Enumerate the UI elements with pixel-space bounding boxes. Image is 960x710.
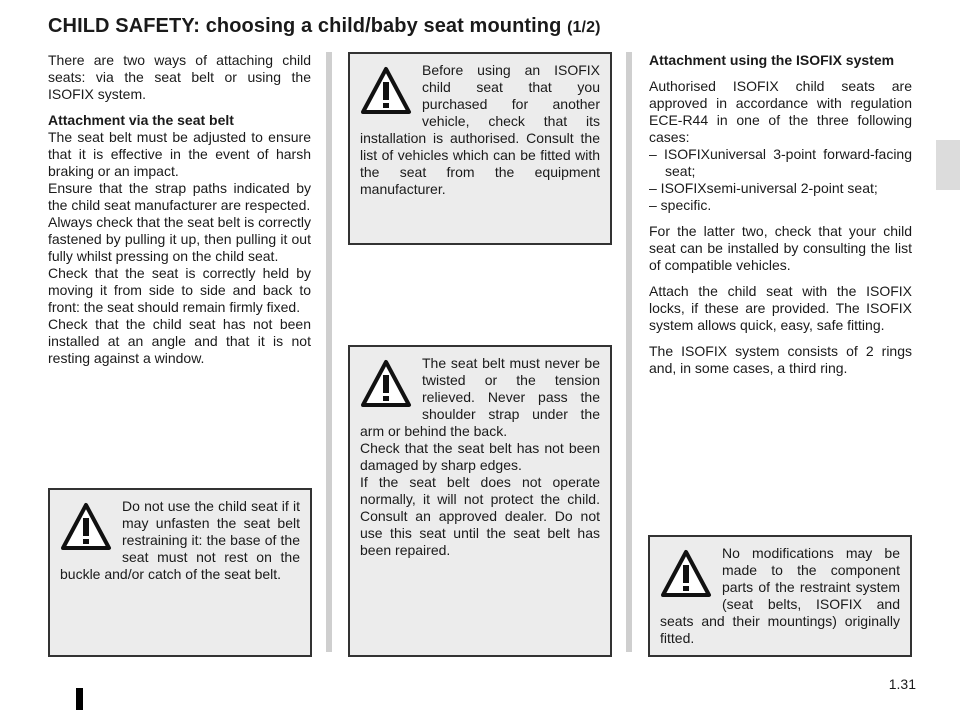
seatbelt-line: Ensure that the strap paths indicated by the child seat manufacturer are respected.	[48, 180, 311, 213]
isofix-rings-paragraph: The ISOFIX system consists of 2 rings and, in some cases, a third ring.	[649, 343, 912, 376]
compatible-vehicles-paragraph: For the latter two, check that your child seat can be installed by consulting the list of compatible vehicles.	[649, 223, 912, 273]
warning-line: Check that the seat belt has not been damaged by sharp edges.	[360, 440, 600, 473]
warning-box-seat-belt	[348, 345, 612, 657]
isofix-cases	[649, 78, 912, 214]
warning-line: The seat belt must never be twisted or the tension relieved. Never pass the shoulder strap under the arm or behind the back.	[360, 355, 600, 439]
warning-triangle-icon	[60, 502, 112, 552]
section-tab	[936, 140, 960, 190]
case-item: – ISOFIXsemi-universal 2-point seat;	[649, 180, 878, 196]
page-title-text: CHILD SAFETY: choosing a child/baby seat mounting	[48, 15, 562, 37]
warning-triangle-icon	[660, 549, 712, 599]
page-title-suffix: (1/2)	[567, 19, 601, 36]
seatbelt-section	[48, 112, 311, 367]
warning-text: No modifications may be made to the component parts of the restraint system (seat belts, ISOFIX and seats and their mountings) originally fitted.	[660, 545, 900, 646]
warning-box-no-modifications	[648, 535, 912, 657]
seatbelt-line: Always check that the seat belt is correctly fastened by pulling it up, then pulling it out fully whilst pressing on the child seat.	[48, 214, 311, 264]
left-column	[48, 52, 311, 376]
warning-text: Before using an ISOFIX child seat that you purchased for another vehicle, check that its installation is authorised. Consult the list of vehicles which can be fitted with the seat from the equipment manufacturer.	[360, 62, 600, 197]
warning-triangle-icon	[360, 359, 412, 409]
case-item: – ISOFIXuniversal 3-point forward-facing seat;	[649, 146, 912, 179]
print-mark	[76, 688, 83, 710]
right-column	[649, 52, 912, 386]
seatbelt-heading: Attachment via the seat belt	[48, 112, 234, 128]
seatbelt-line: The seat belt must be adjusted to ensure that it is effective in the event of harsh braking or an impact.	[48, 129, 311, 179]
warning-text: Do not use the child seat if it may unfasten the seat belt restraining it: the base of the seat must not rest on the buckle and/or catch of the seat belt.	[60, 498, 300, 582]
page-number: 1.31	[888, 676, 916, 692]
intro-paragraph: There are two ways of attaching child seats: via the seat belt or using the ISOFIX system.	[48, 52, 311, 102]
column-divider	[626, 52, 632, 652]
isofix-heading: Attachment using the ISOFIX system	[649, 52, 895, 68]
warning-box-child-seat-buckle	[48, 488, 312, 657]
seatbelt-line: Check that the child seat has not been installed at an angle and that it is not resting against a window.	[48, 316, 311, 366]
seatbelt-line: Check that the seat is correctly held by moving it from side to side and back to front: the seat should remain firmly fixed.	[48, 265, 311, 315]
column-divider	[326, 52, 332, 652]
page-title	[48, 15, 601, 38]
warning-triangle-icon	[360, 66, 412, 116]
isofix-locks-paragraph: Attach the child seat with the ISOFIX locks, if these are provided. The ISOFIX system allows quick, easy, safe fitting.	[649, 283, 912, 333]
cases-intro: Authorised ISOFIX child seats are approved in accordance with regulation ECE-R44 in one of the three following cases:	[649, 78, 912, 145]
warning-box-isofix-purchase	[348, 52, 612, 245]
case-item: – specific.	[649, 197, 712, 213]
warning-line: If the seat belt does not operate normally, it will not protect the child. Consult an approved dealer. Do not use this seat until the seat belt has been repaired.	[360, 474, 600, 558]
